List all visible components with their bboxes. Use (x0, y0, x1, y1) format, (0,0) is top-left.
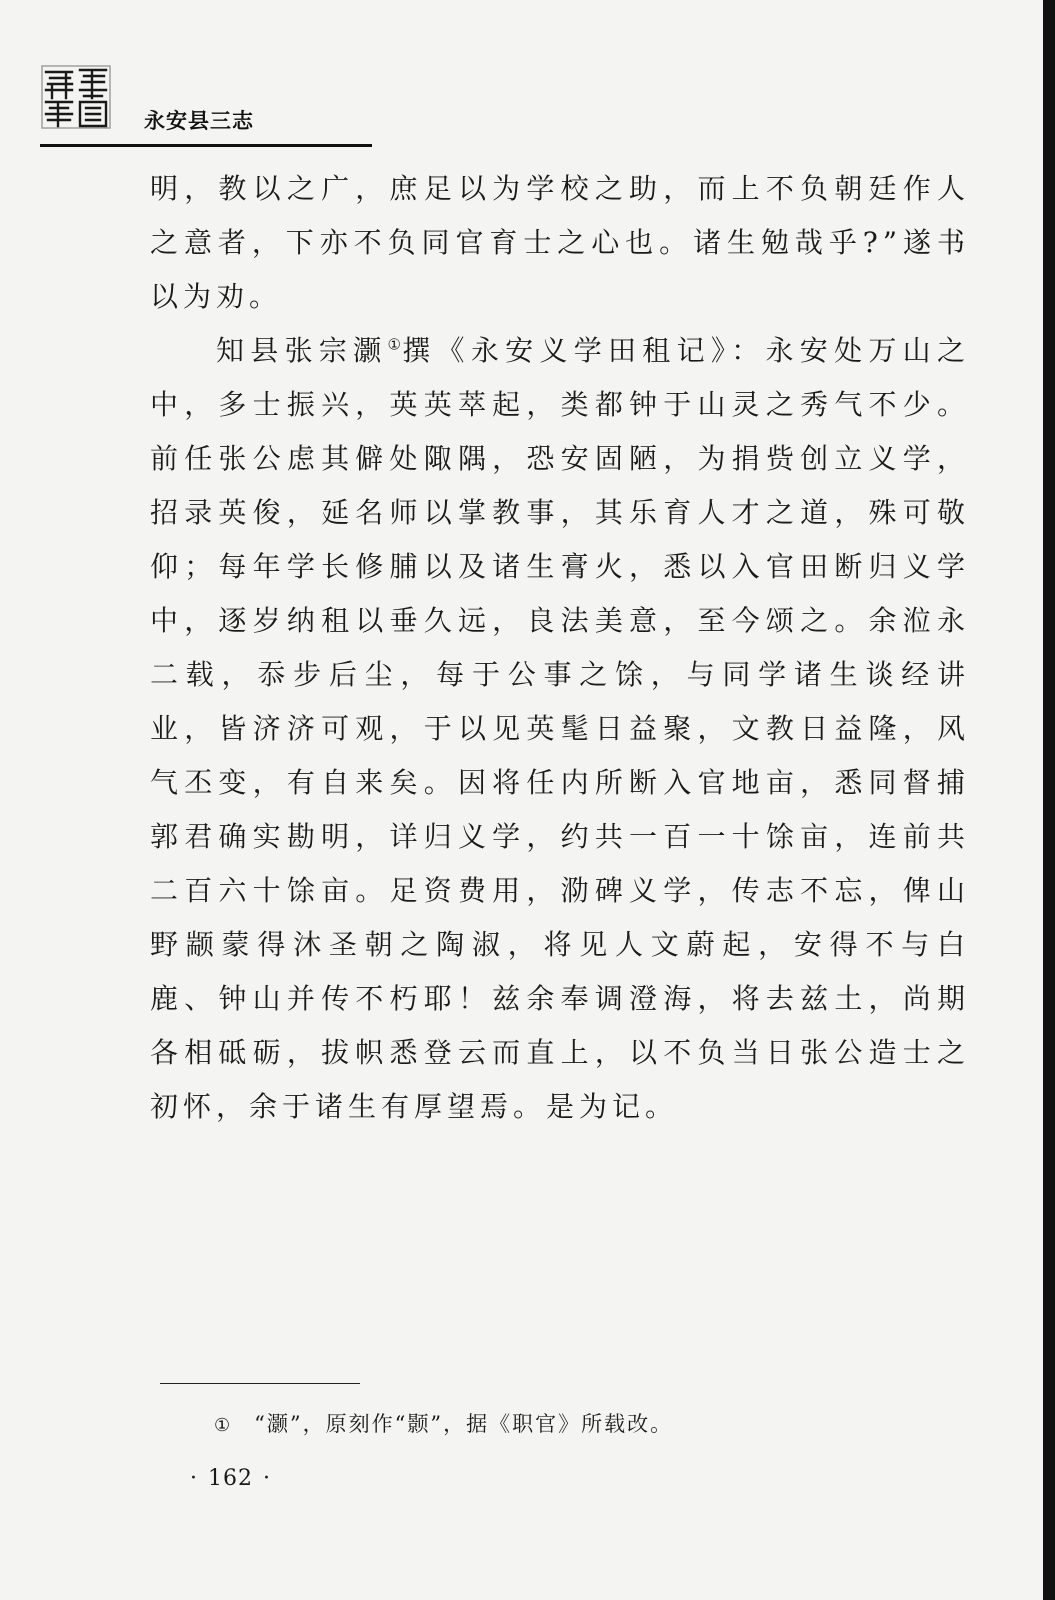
header-rule (40, 144, 372, 147)
footnote-marker: ① (214, 1415, 233, 1436)
paragraph-record-body: 撰《永安义学田租记》：永安处万山之中，多士振兴，英英萃起，类都钟于山灵之秀气不少。前任张公虑其僻处陬隅，恐安固陋，为捐赀创立义学，招录英俊，延名师以掌教事，其乐育人才之道，殊可敬仰；每年学长修脯以及诸生膏火，悉以入官田断归义学中，逐岁纳租以垂久远，良法美意，至今颂之。余涖永二载，忝步后尘，每于公事之馀，与同学诸生谈经讲业，皆济济可观，于以见英髦日益聚，文教日益隆，风气丕变，有自来矣。因将任内所断入官地亩，悉同督捕郭君确实勘明，详归义学，约共一百一十馀亩，连前共二百六十馀亩。足资费用，泐碑义学，传志不忘，俾山野颛蒙得沐圣朝之陶淑，将见人文蔚起，安得不与白鹿、钟山并传不朽耶！兹余奉调澄海，将去兹土，尚期各相砥砺，拔帜悉登云而直上，以不负当日张公造士之初怀，余于诸生有厚望焉。是为记。 (150, 334, 970, 1123)
footnote-text: “灏”，原刻作“颢”，据《职官》所载改。 (254, 1412, 674, 1436)
paragraph-continued: 明，教以之广，庶足以为学校之助，而上不负朝廷作人之意者，下亦不负同官育士之心也。诸生勉哉乎?”遂书以为劝。 (150, 172, 970, 313)
page-scan-edge (1043, 0, 1055, 1600)
page-number (180, 1466, 281, 1491)
paragraph-record-lead: 知县张宗灏 (216, 334, 388, 367)
page-number-value: 162 (208, 1466, 253, 1491)
page-header (40, 62, 375, 152)
book-title: 永安县三志 (144, 109, 254, 133)
page-number-dot-left: · (190, 1466, 198, 1491)
page-number-dot-right: · (263, 1466, 271, 1491)
main-text (150, 162, 970, 1134)
footnote-rule (160, 1383, 360, 1384)
footnote (214, 1408, 673, 1438)
series-seal-logo (40, 62, 112, 132)
paragraph-record (150, 324, 970, 1134)
footnote-reference: ① (387, 335, 403, 354)
